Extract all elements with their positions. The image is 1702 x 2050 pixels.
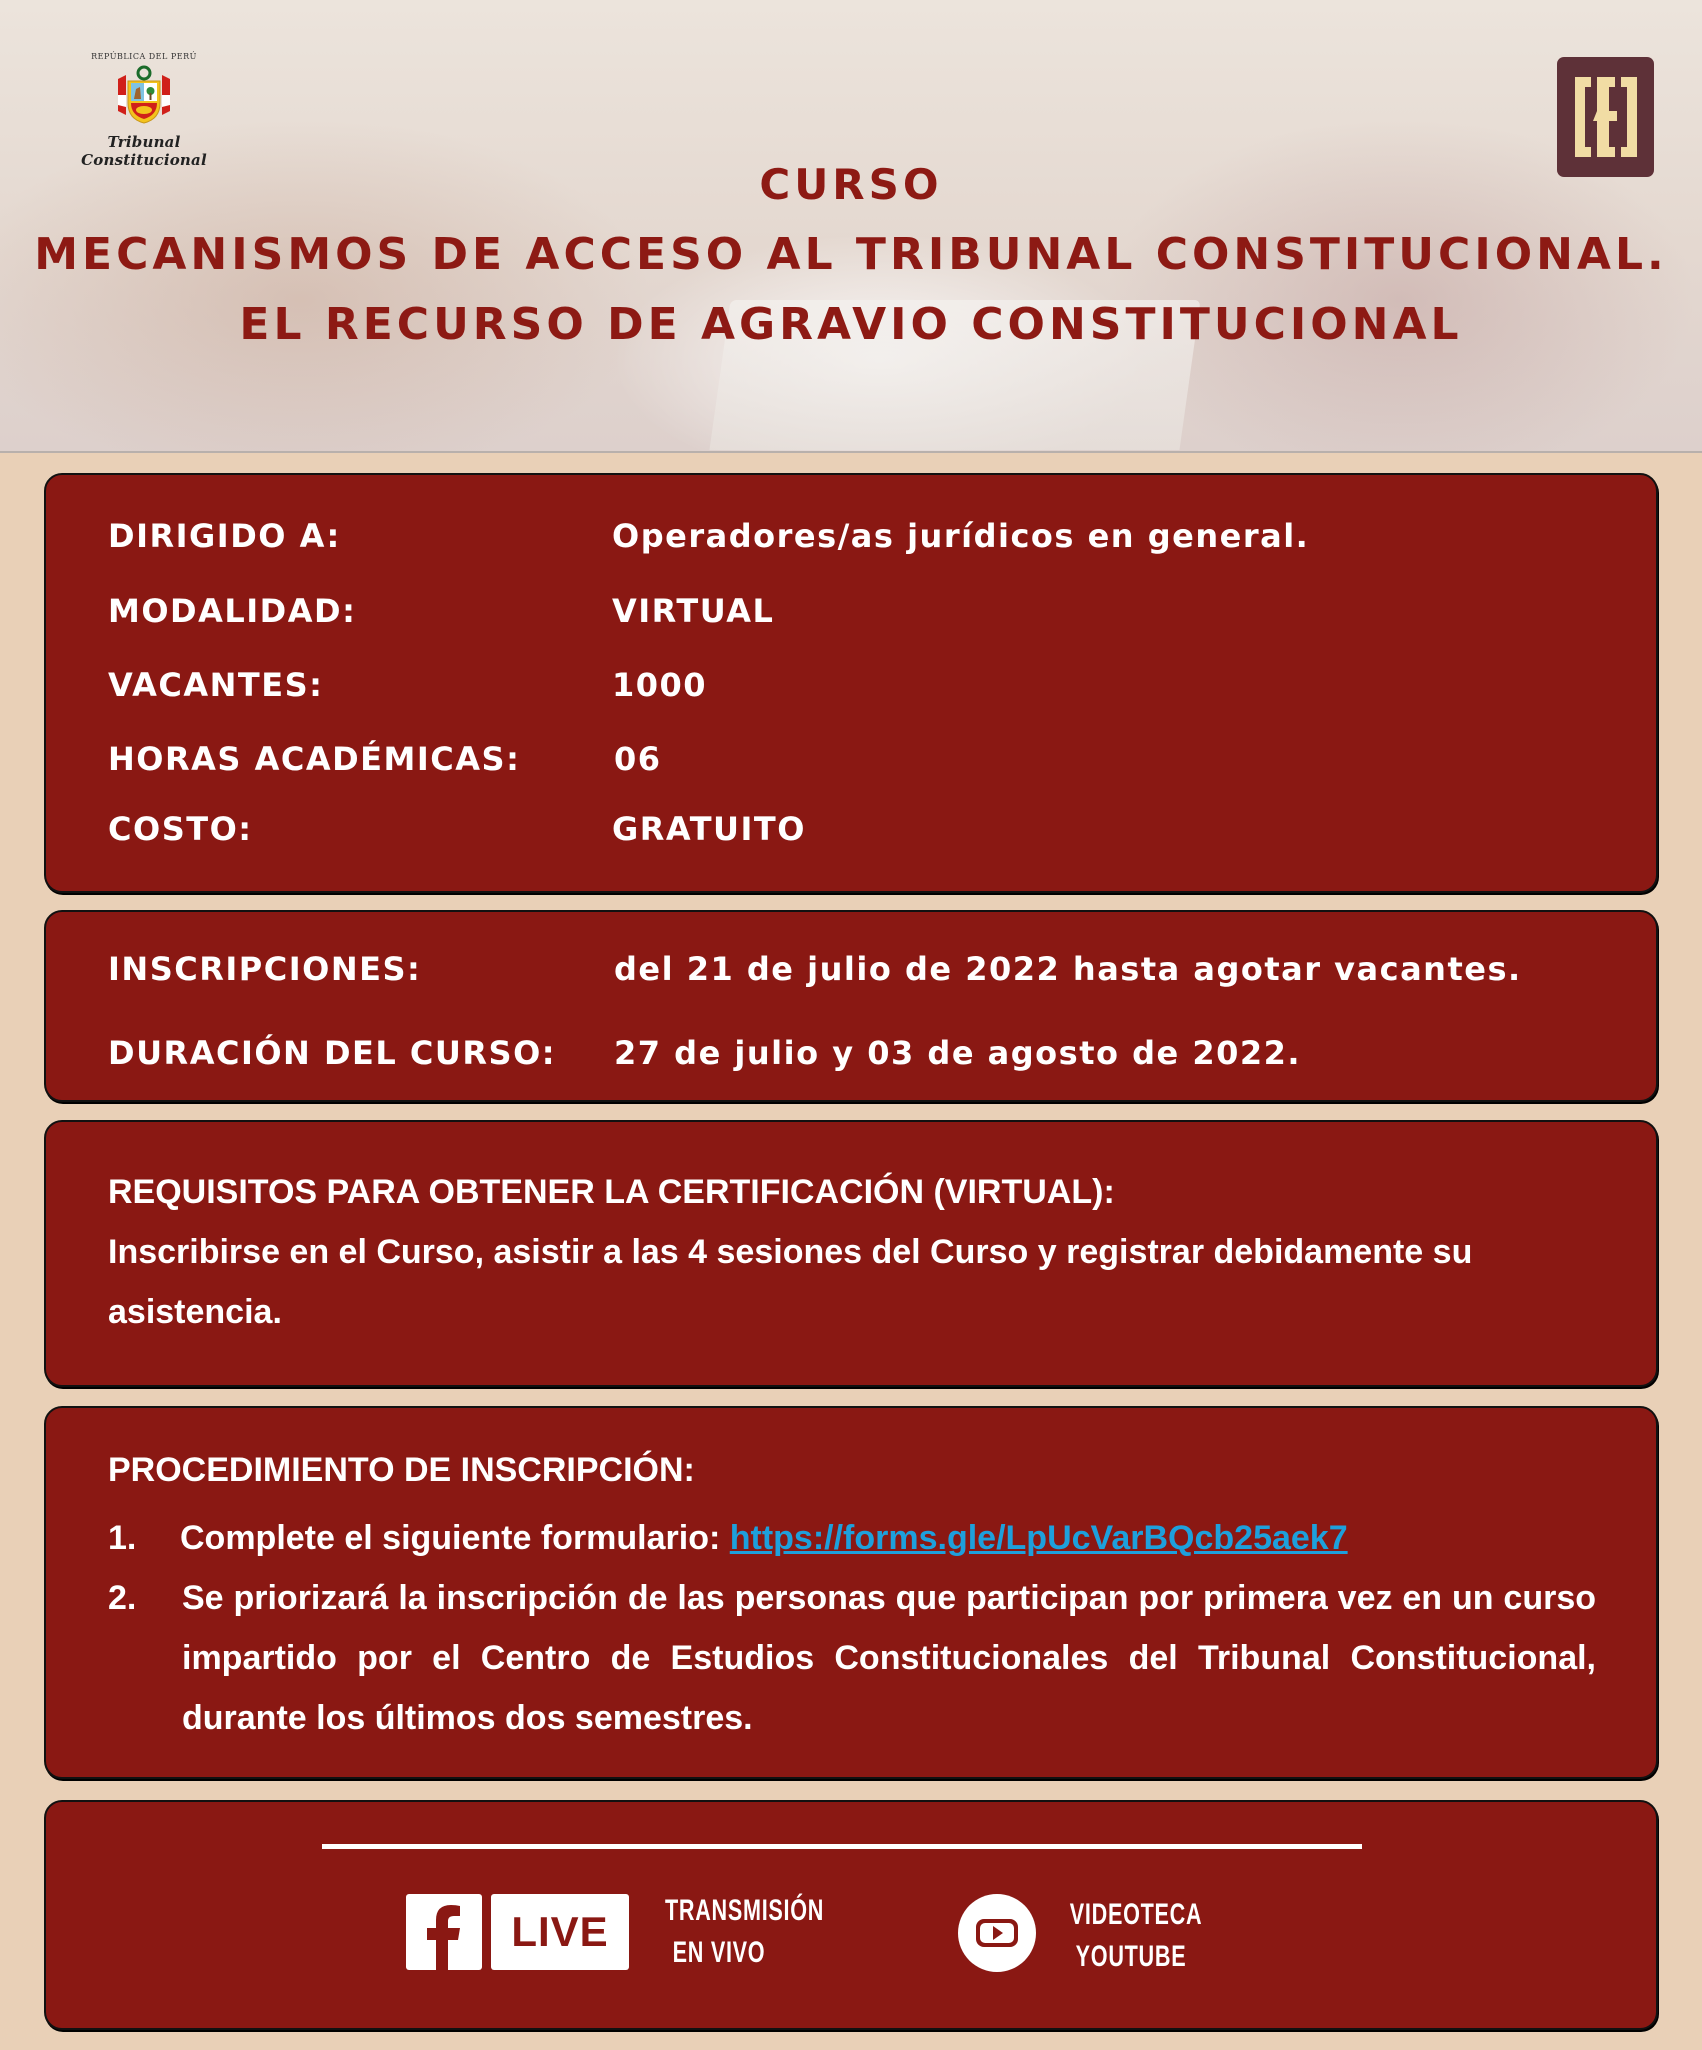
detail-value-vacantes: 1000	[612, 666, 708, 704]
logo-arc-text: REPÚBLICA DEL PERÚ	[91, 52, 197, 61]
date-value-duracion: 27 de julio y 03 de agosto de 2022.	[614, 1034, 1302, 1072]
peru-coat-of-arms-icon	[112, 65, 176, 129]
logo-name: Tribunal Constitucional	[81, 133, 207, 169]
detail-label-modalidad: MODALIDAD:	[108, 592, 357, 630]
procedure-item-1	[180, 1508, 1596, 1568]
course-title	[0, 150, 1702, 360]
requirements-text: Inscribirse en el Curso, asistir a las 4 sesiones del Curso y registrar debidamente su asistencia.	[108, 1233, 1473, 1331]
course-dates-card	[44, 910, 1658, 1102]
date-label-inscripciones: INSCRIPCIONES:	[108, 950, 422, 988]
procedure-card	[44, 1406, 1658, 1779]
detail-value-modalidad: VIRTUAL	[612, 592, 775, 630]
facebook-caption-line2: EN VIVO	[672, 1936, 766, 1969]
facebook-caption-line1: TRANSMISIÓN	[665, 1894, 825, 1927]
procedure-item-2-text: Se priorizará la inscripción de las personas que participan por primera vez en un curso impartido por el Centro de Estudios Constitucionales del Tribunal Constitucional, durante los últimos dos semestres.	[182, 1579, 1596, 1737]
detail-label-costo: COSTO:	[108, 810, 253, 848]
title-line-main: MECANISMOS DE ACCESO AL TRIBUNAL CONSTITUCIONAL.	[34, 229, 1668, 280]
detail-label-dirigido: DIRIGIDO A:	[108, 517, 341, 555]
procedure-item-2-number: 2.	[108, 1579, 137, 1617]
footer-divider	[322, 1844, 1362, 1849]
procedure-heading: PROCEDIMIENTO DE INSCRIPCIÓN:	[108, 1451, 695, 1489]
detail-label-horas: HORAS ACADÉMICAS:	[108, 740, 521, 778]
facebook-icon[interactable]	[406, 1894, 482, 1970]
youtube-caption-line2: YOUTUBE	[1075, 1940, 1187, 1973]
registration-form-link[interactable]: https://forms.gle/LpUcVarBQcb25aek7	[729, 1519, 1348, 1557]
youtube-caption-line1: VIDEOTECA	[1069, 1898, 1203, 1931]
detail-value-costo: GRATUITO	[612, 810, 806, 848]
title-line-curso: CURSO	[759, 160, 943, 209]
date-label-duracion: DURACIÓN DEL CURSO:	[108, 1034, 557, 1072]
detail-value-dirigido: Operadores/as jurídicos en general.	[612, 517, 1310, 555]
youtube-caption[interactable]	[1069, 1894, 1203, 1978]
procedure-item-1-number: 1.	[108, 1519, 137, 1557]
social-links-card	[44, 1800, 1658, 2030]
youtube-icon[interactable]	[958, 1894, 1036, 1972]
header-banner	[0, 0, 1702, 453]
title-line-sub: EL RECURSO DE AGRAVIO CONSTITUCIONAL	[239, 299, 1463, 350]
requirements-card	[44, 1120, 1658, 1387]
detail-value-horas: 06	[614, 740, 662, 778]
facebook-live-badge[interactable]	[491, 1894, 629, 1970]
live-label: LIVE	[511, 1908, 609, 1955]
detail-label-vacantes: VACANTES:	[108, 666, 324, 704]
procedure-item-1-text: Complete el siguiente formulario:	[180, 1519, 730, 1557]
course-details-card	[44, 473, 1658, 893]
requirements-heading: REQUISITOS PARA OBTENER LA CERTIFICACIÓN (VIRTUAL):	[108, 1173, 1115, 1211]
facebook-live-caption[interactable]	[665, 1890, 825, 1974]
date-value-inscripciones: del 21 de julio de 2022 hasta agotar vacantes.	[614, 950, 1522, 988]
